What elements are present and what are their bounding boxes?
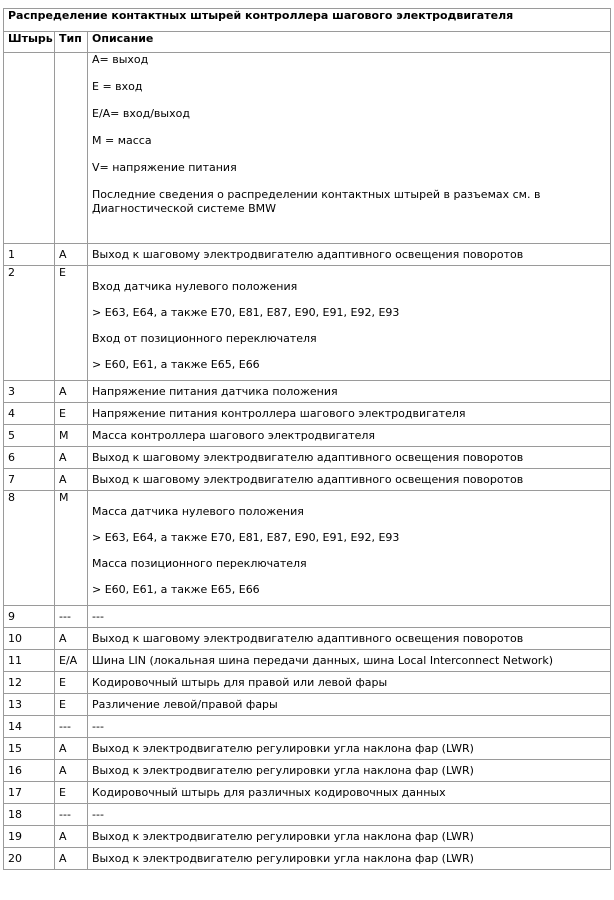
table-row [4, 628, 611, 650]
table-row [4, 694, 611, 716]
pin-number: 10 [4, 628, 55, 650]
pin-type: A [55, 738, 88, 760]
pin-type: A [55, 244, 88, 266]
table-row [4, 804, 611, 826]
description-line: Напряжение питания датчика положения [92, 385, 338, 398]
pin-number: 16 [4, 760, 55, 782]
description-line: Масса позиционного переключателя [92, 557, 307, 570]
description-line: Выход к электродвигателю регулировки угла наклона фар (LWR) [92, 852, 474, 865]
table-row [4, 381, 611, 403]
description-line: Выход к шаговому электродвигателю адаптивного освещения поворотов [92, 473, 524, 486]
legend-item: M = масса [92, 134, 152, 147]
table-row [4, 716, 611, 738]
pin-type: M [55, 425, 88, 447]
pin-description [88, 650, 611, 672]
description-line: Вход датчика нулевого положения [92, 280, 298, 293]
pin-description [88, 694, 611, 716]
pin-description [88, 760, 611, 782]
pin-number: 15 [4, 738, 55, 760]
description-line: Выход к электродвигателю регулировки угла наклона фар (LWR) [92, 764, 474, 777]
table-row [4, 469, 611, 491]
description-line: Различение левой/правой фары [92, 698, 278, 711]
header-description: Описание [88, 32, 611, 53]
description-line: Выход к шаговому электродвигателю адаптивного освещения поворотов [92, 632, 524, 645]
description-line: > E60, E61, а также E65, E66 [92, 583, 260, 596]
pin-type: A [55, 469, 88, 491]
description-line: Шина LIN (локальная шина передачи данных, шина Local Interconnect Network) [92, 654, 553, 667]
table-row [4, 403, 611, 425]
description-line: Напряжение питания контроллера шагового электродвигателя [92, 407, 466, 420]
description-line: Кодировочный штырь для правой или левой фары [92, 676, 388, 689]
description-line: > E60, E61, а также E65, E66 [92, 358, 260, 371]
table-row [4, 266, 611, 381]
pin-type: --- [55, 716, 88, 738]
pin-type: E [55, 403, 88, 425]
table-row [4, 491, 611, 606]
table-row [4, 606, 611, 628]
pin-number: 1 [4, 244, 55, 266]
description-line: --- [92, 808, 104, 821]
pin-number: 8 [4, 491, 55, 606]
pin-number: 20 [4, 848, 55, 870]
header-type: Тип [55, 32, 88, 53]
legend-item: V= напряжение питания [92, 161, 237, 174]
description-line: Выход к шаговому электродвигателю адаптивного освещения поворотов [92, 451, 524, 464]
table-row [4, 848, 611, 870]
pin-number: 19 [4, 826, 55, 848]
legend-pin-cell [4, 53, 55, 244]
pin-description [88, 804, 611, 826]
pin-number: 7 [4, 469, 55, 491]
pin-number: 5 [4, 425, 55, 447]
description-line: Выход к электродвигателю регулировки угла наклона фар (LWR) [92, 742, 474, 755]
legend-item: E/A= вход/выход [92, 107, 190, 120]
pin-number: 18 [4, 804, 55, 826]
pin-description [88, 491, 611, 606]
pin-type: --- [55, 606, 88, 628]
pin-description [88, 606, 611, 628]
description-line: Масса датчика нулевого положения [92, 505, 304, 518]
table-row [4, 826, 611, 848]
pin-assignment-table [3, 8, 611, 870]
pin-number: 12 [4, 672, 55, 694]
legend-item: E = вход [92, 80, 143, 93]
pin-description [88, 244, 611, 266]
description-line: Вход от позиционного переключателя [92, 332, 317, 345]
table-row [4, 650, 611, 672]
pin-type: A [55, 826, 88, 848]
table-row [4, 760, 611, 782]
description-line: --- [92, 720, 104, 733]
legend-type-cell [55, 53, 88, 244]
description-line: Выход к шаговому электродвигателю адаптивного освещения поворотов [92, 248, 524, 261]
description-line: > E63, E64, а также E70, E81, E87, E90, E91, E92, E93 [92, 306, 400, 319]
description-line: Масса контроллера шагового электродвигателя [92, 429, 376, 442]
table-row [4, 782, 611, 804]
pin-type: --- [55, 804, 88, 826]
table-row [4, 244, 611, 266]
pin-number: 11 [4, 650, 55, 672]
legend-item: A= выход [92, 53, 149, 66]
pin-description [88, 469, 611, 491]
pin-number: 3 [4, 381, 55, 403]
pin-type: E [55, 672, 88, 694]
legend-cell [88, 53, 611, 244]
pin-description [88, 403, 611, 425]
pin-type: E/A [55, 650, 88, 672]
description-line: Кодировочный штырь для различных кодировочных данных [92, 786, 446, 799]
description-line: > E63, E64, а также E70, E81, E87, E90, E91, E92, E93 [92, 531, 400, 544]
pin-number: 4 [4, 403, 55, 425]
pin-description [88, 782, 611, 804]
pin-description [88, 738, 611, 760]
pin-description [88, 628, 611, 650]
description-line: --- [92, 610, 104, 623]
pin-description [88, 425, 611, 447]
description-line: Выход к электродвигателю регулировки угла наклона фар (LWR) [92, 830, 474, 843]
pin-type: E [55, 782, 88, 804]
pin-number: 2 [4, 266, 55, 381]
table-row [4, 738, 611, 760]
pin-description [88, 381, 611, 403]
pin-type: A [55, 628, 88, 650]
pin-type: A [55, 381, 88, 403]
pin-type: A [55, 848, 88, 870]
pin-number: 14 [4, 716, 55, 738]
pin-type: E [55, 266, 88, 381]
table-caption: Распределение контактных штырей контроллера шагового электродвигателя [4, 9, 611, 32]
pin-type: A [55, 760, 88, 782]
pin-description [88, 716, 611, 738]
table-row [4, 447, 611, 469]
table-row [4, 425, 611, 447]
pin-description [88, 266, 611, 381]
pin-type: A [55, 447, 88, 469]
pin-description [88, 826, 611, 848]
pin-number: 13 [4, 694, 55, 716]
pin-number: 9 [4, 606, 55, 628]
pin-number: 6 [4, 447, 55, 469]
pin-type: E [55, 694, 88, 716]
header-pin: Штырь [4, 32, 55, 53]
pin-description [88, 848, 611, 870]
legend-row [4, 53, 611, 244]
pin-number: 17 [4, 782, 55, 804]
table-row [4, 672, 611, 694]
pin-type: M [55, 491, 88, 606]
pin-description [88, 447, 611, 469]
pin-description [88, 672, 611, 694]
legend-note: Последние сведения о распределении контактных штырей в разъемах см. в Диагностической системе BMW [92, 188, 541, 215]
